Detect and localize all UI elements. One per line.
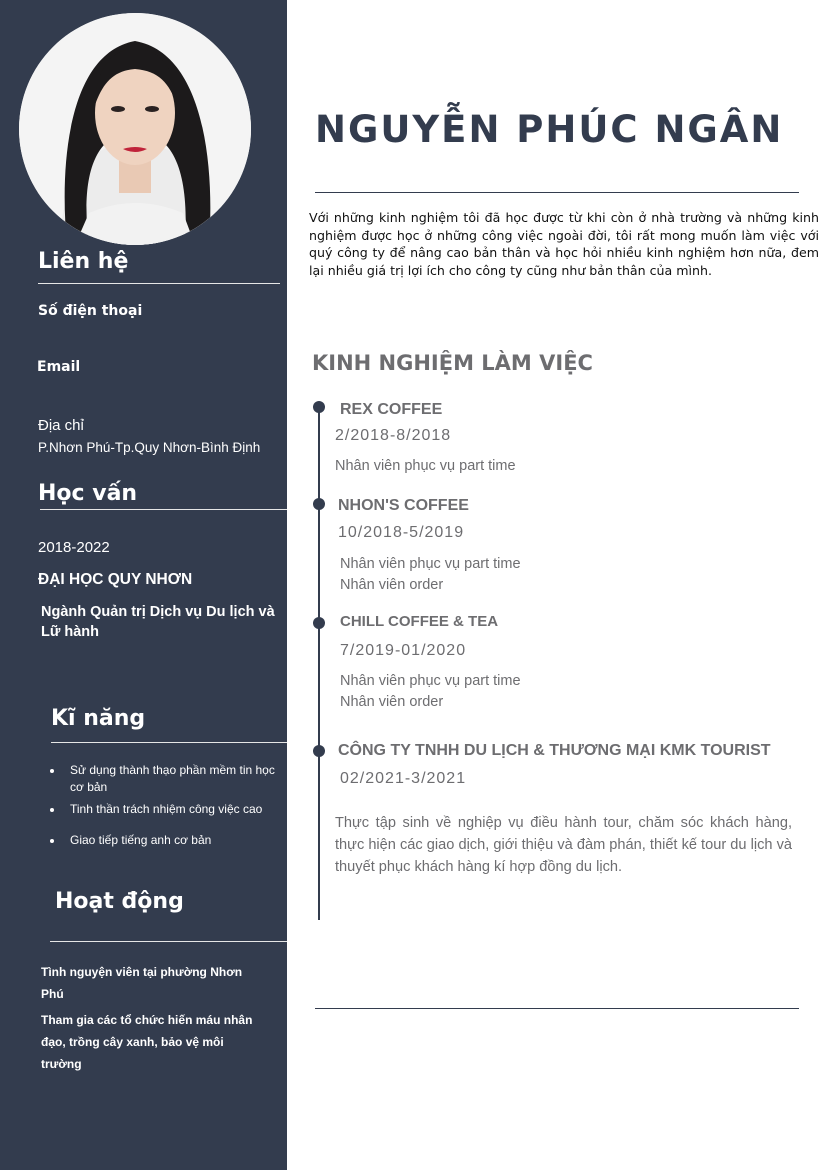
skill-text: Giao tiếp tiếng anh cơ bản <box>70 833 212 847</box>
contact-title: Liên hệ <box>38 249 129 274</box>
timeline-dot <box>313 401 325 413</box>
job-company: CÔNG TY TNHH DU LỊCH & THƯƠNG MẠI KMK TOURIST <box>338 742 771 759</box>
candidate-name: NGUYỄN PHÚC NGÂN <box>315 108 784 151</box>
timeline-dot <box>313 498 325 510</box>
skill-item <box>50 801 280 818</box>
bullet-icon <box>50 769 54 773</box>
activity-item: Tham gia các tổ chức hiến máu nhân đạo, trồng cây xanh, bảo vệ môi trường <box>41 1013 253 1071</box>
footer-divider <box>315 1008 799 1009</box>
job-period: 2/2018-8/2018 <box>335 427 452 444</box>
email-label: Email <box>37 359 81 375</box>
sidebar <box>0 0 287 1170</box>
job-role: Nhân viên order <box>340 577 444 593</box>
timeline-dot <box>313 745 325 757</box>
job-role: Nhân viên phục vụ part time <box>340 556 521 572</box>
education-years: 2018-2022 <box>38 539 110 556</box>
bullet-icon <box>50 808 54 812</box>
contact-divider <box>38 283 280 284</box>
education-divider <box>40 509 287 510</box>
experience-title: KINH NGHIỆM LÀM VIỆC <box>312 351 593 375</box>
timeline-dot <box>313 617 325 629</box>
bullet-icon <box>50 839 54 843</box>
skill-text: Tinh thần trách nhiệm công việc cao <box>70 802 263 816</box>
person-illustration <box>19 13 251 245</box>
skills-list <box>50 762 280 849</box>
phone-label: Số điện thoại <box>38 303 143 319</box>
address-value: P.Nhơn Phú-Tp.Quy Nhơn-Bình Định <box>38 440 261 455</box>
job-role: Nhân viên phục vụ part time <box>340 673 521 689</box>
education-school: ĐẠI HỌC QUY NHƠN <box>38 571 193 588</box>
job-period: 7/2019-01/2020 <box>340 642 467 659</box>
skill-item <box>50 832 280 849</box>
job-period: 10/2018-5/2019 <box>338 524 465 541</box>
summary-text: Với những kinh nghiệm tôi đã học được từ khi còn ở nhà trường và những kinh nghiệm được học ở những công việc ngoài đời, tôi rất mong muốn làm việc với quý công ty để nâng cao bản thân và học hỏi nhiều kinh nghiệm hơn nữa, đem lại nhiều giá trị lợi ích cho công ty cũng như bản thân của mình. <box>309 210 819 278</box>
activities-divider <box>50 941 287 942</box>
job-company: REX COFFEE <box>340 401 443 418</box>
timeline-line <box>318 406 320 920</box>
job-company: CHILL COFFEE & TEA <box>340 613 499 630</box>
job-role: Nhân viên order <box>340 694 444 710</box>
job-description: Thực tập sinh về nghiệp vụ điều hành tour, chăm sóc khách hàng, thực hiện các giao dịch, giới thiệu và đàm phán, thiết kế tour du lịch và thuyết phục khách hàng kí hợp đồng du lịch. <box>335 815 792 875</box>
education-title: Học vấn <box>38 481 138 506</box>
skill-item <box>50 762 280 796</box>
education-major: Ngành Quản trị Dịch vụ Du lịch và Lữ hành <box>41 604 275 640</box>
header-divider <box>315 192 799 193</box>
address-label: Địa chỉ <box>38 417 84 434</box>
job-company: NHON'S COFFEE <box>338 497 469 514</box>
skills-title: Kĩ năng <box>51 706 146 731</box>
job-role: Nhân viên phục vụ part time <box>335 458 516 474</box>
skills-divider <box>51 742 287 743</box>
activities-title: Hoạt động <box>55 889 184 914</box>
profile-photo <box>19 13 251 245</box>
job-period: 02/2021-3/2021 <box>340 770 467 787</box>
activity-item: Tình nguyện viên tại phường Nhơn Phú <box>41 965 243 1001</box>
skill-text: Sử dụng thành thạo phần mềm tin học cơ bản <box>70 763 275 794</box>
